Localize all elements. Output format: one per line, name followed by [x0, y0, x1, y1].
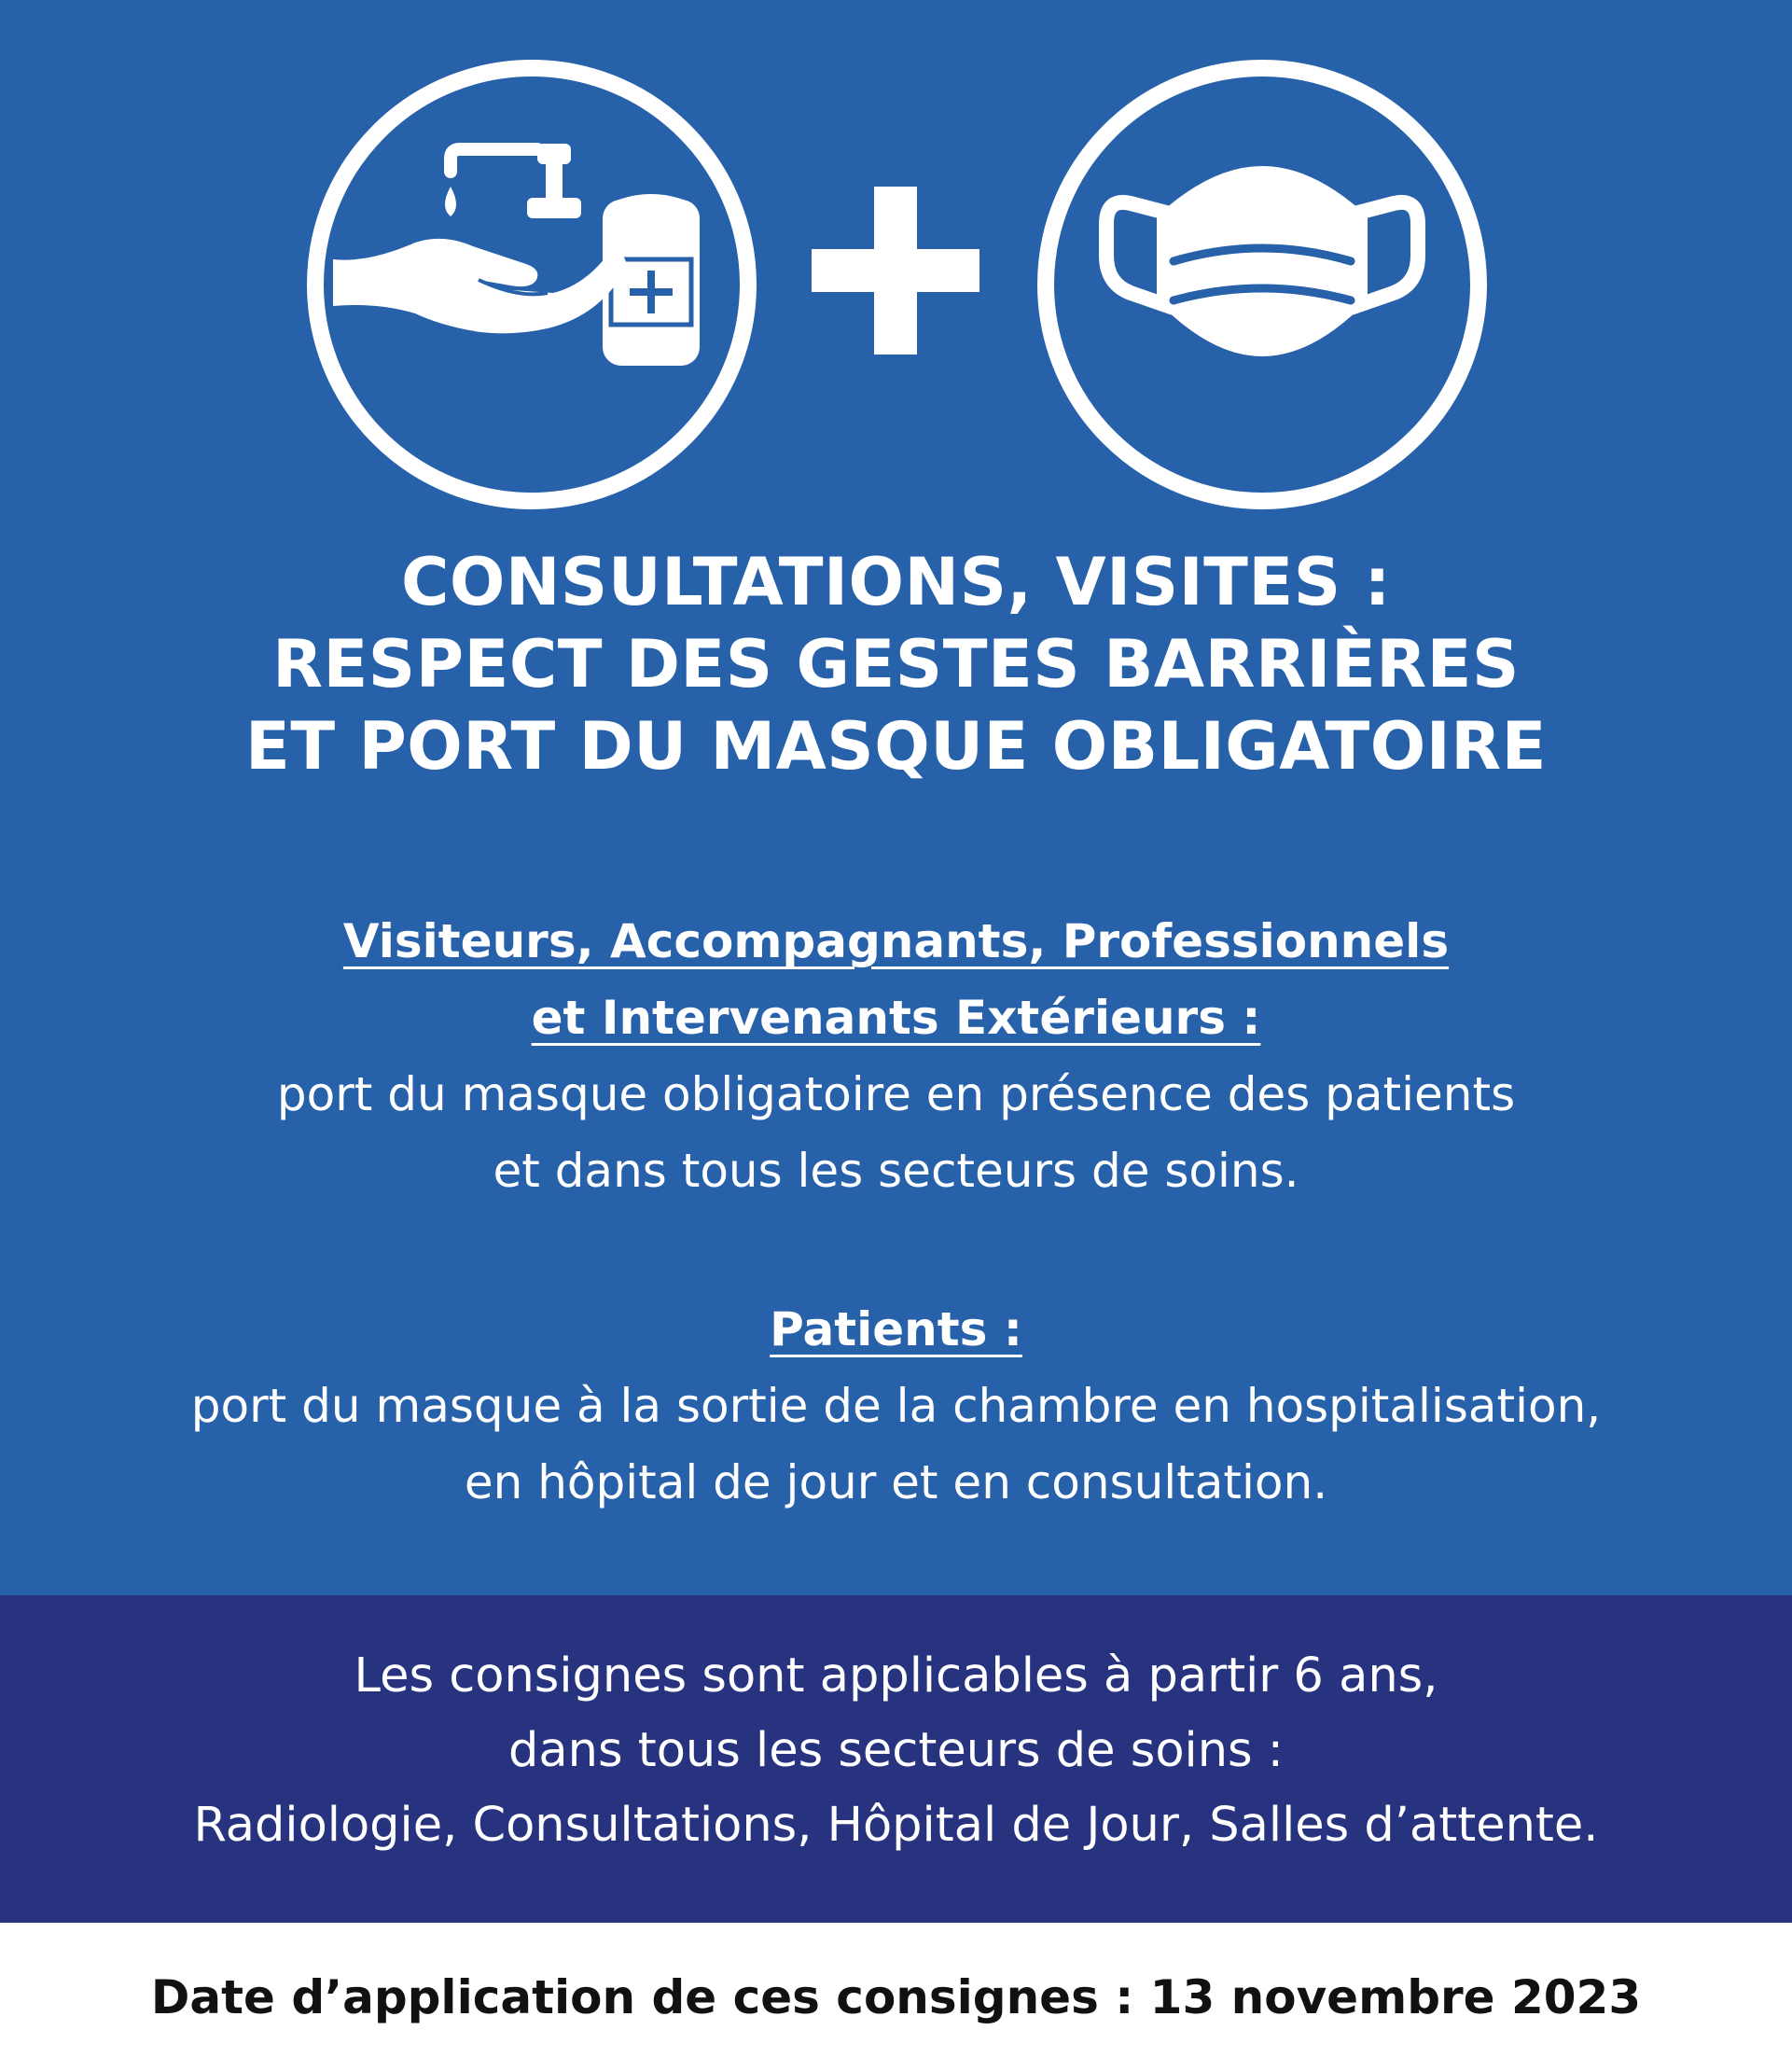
patients-section — [0, 1291, 1792, 1521]
patients-title: Patients : — [770, 1302, 1022, 1356]
face-mask-icon — [1034, 56, 1491, 513]
headline-line: RESPECT DES GESTES BARRIÈRES — [272, 626, 1520, 702]
hand-sanitizer-icon — [303, 56, 760, 513]
icon-row — [0, 0, 1792, 522]
application-date: Date d’application de ces consignes : 13 novembre 2023 — [0, 1923, 1792, 2072]
headline-line: ET PORT DU MASQUE OBLIGATOIRE — [245, 708, 1547, 785]
headline-line: CONSULTATIONS, VISITES : — [400, 544, 1392, 620]
visitors-rule: et dans tous les secteurs de soins. — [493, 1144, 1299, 1198]
plus-icon — [812, 187, 979, 355]
notice-band — [0, 1595, 1792, 1923]
notice-line: dans tous les secteurs de soins : — [508, 1723, 1284, 1778]
headline — [0, 541, 1792, 787]
visitors-title: et Intervenants Extérieurs : — [531, 991, 1261, 1045]
patients-rule: en hôpital de jour et en consultation. — [464, 1455, 1328, 1509]
visitors-section — [0, 903, 1792, 1209]
notice-line: Radiologie, Consultations, Hôpital de Jour, Salles d’attente. — [193, 1798, 1599, 1853]
visitors-title: Visiteurs, Accompagnants, Professionnels — [342, 914, 1450, 968]
notice-line: Les consignes sont applicables à partir 6 ans, — [354, 1648, 1438, 1703]
patients-rule: port du masque à la sortie de la chambre en hospitalisation, — [190, 1379, 1602, 1433]
visitors-rule: port du masque obligatoire en présence des patients — [276, 1067, 1516, 1121]
